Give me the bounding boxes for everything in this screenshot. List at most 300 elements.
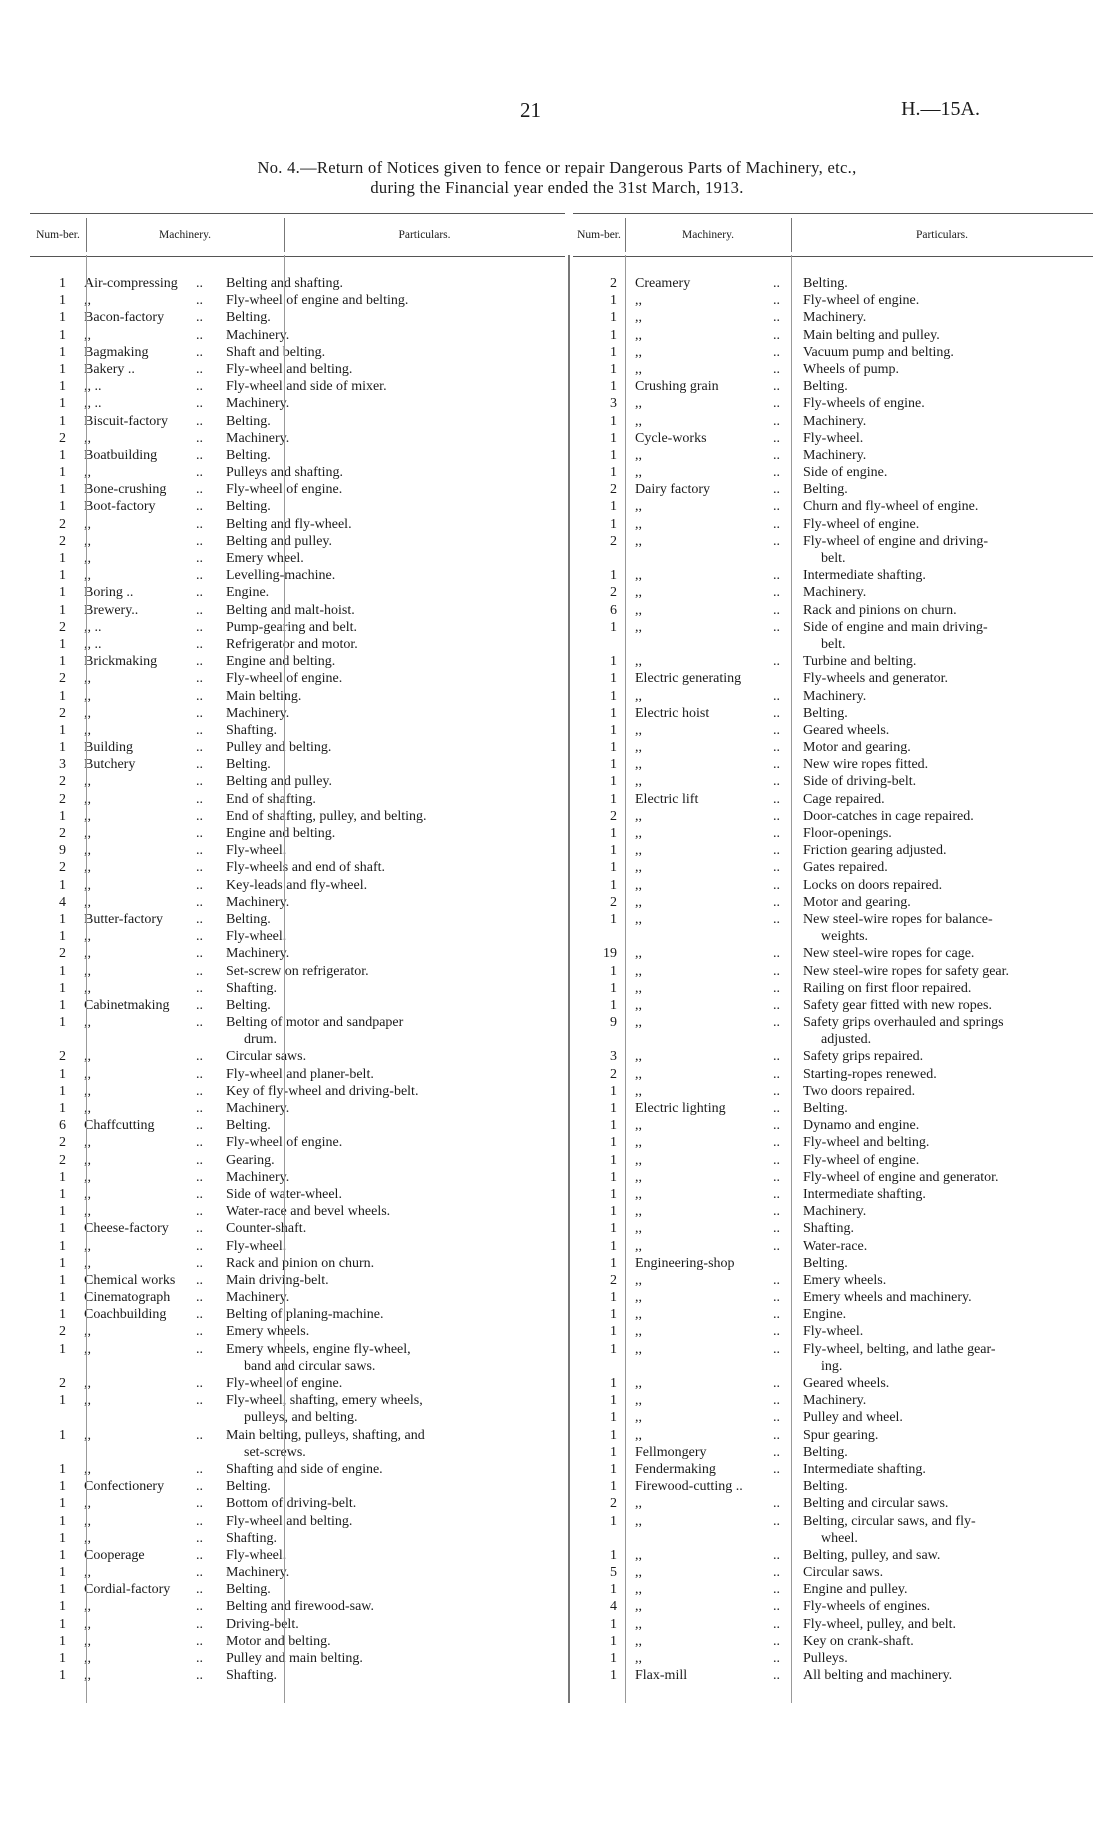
row-number: 1 <box>610 791 617 807</box>
column-header-particulars: Particulars. <box>915 229 969 241</box>
row-particulars: Key-leads and fly-wheel. <box>226 877 368 893</box>
row-leader-dots: .. <box>773 1513 780 1529</box>
table-row <box>30 1238 565 1255</box>
row-leader-dots: .. <box>196 551 203 566</box>
row-number: 1 <box>59 1238 66 1254</box>
row-particulars: Wheels of pump. <box>803 361 900 377</box>
row-leader-dots: .. <box>773 533 780 549</box>
table-row <box>573 1633 1093 1650</box>
row-particulars: Starting-ropes renewed. <box>803 1066 937 1082</box>
table-row <box>573 1616 1093 1633</box>
row-number: 1 <box>610 430 617 446</box>
row-machinery: ,, <box>84 1633 91 1649</box>
row-machinery: ,, <box>635 1272 642 1288</box>
row-particulars: Side of engine. <box>803 465 888 481</box>
row-machinery: ,, <box>635 774 642 790</box>
table-row <box>30 722 565 739</box>
row-particulars: Fly-wheel and belting. <box>226 361 353 377</box>
row-number: 6 <box>59 1118 66 1134</box>
table-row <box>30 980 565 997</box>
row-machinery: ,, <box>635 568 642 584</box>
row-particulars: Pulleys. <box>803 1651 848 1666</box>
row-particulars: Motor and gearing. <box>803 740 911 756</box>
row-particulars: Geared wheels. <box>803 722 890 738</box>
row-machinery: ,, <box>635 1015 642 1031</box>
row-particulars: Machinery. <box>803 413 867 429</box>
row-number: 1 <box>610 1307 617 1323</box>
row-machinery: ,, <box>84 1083 91 1099</box>
table-row <box>573 516 1093 533</box>
row-particulars: Machinery. <box>803 1393 867 1409</box>
row-leader-dots: .. <box>196 533 203 549</box>
row-particulars: Belting. <box>226 997 271 1013</box>
row-leader-dots: .. <box>773 465 780 481</box>
row-machinery: ,, <box>635 808 642 824</box>
row-number: 1 <box>59 1221 66 1237</box>
row-machinery: ,, <box>84 1599 91 1615</box>
row-particulars: Belting. <box>803 705 848 721</box>
row-leader-dots: .. <box>196 1513 203 1529</box>
row-machinery: ,, <box>635 1221 642 1237</box>
row-machinery: ,, <box>84 293 91 309</box>
row-machinery: ,, <box>84 791 91 807</box>
row-particulars: adjusted. <box>821 1032 872 1048</box>
table-row <box>30 1530 565 1547</box>
row-number: 1 <box>59 1547 66 1563</box>
row-number: 1 <box>610 1118 617 1134</box>
row-leader-dots: .. <box>196 911 203 927</box>
table-row <box>30 877 565 894</box>
row-particulars: Cage repaired. <box>803 791 885 807</box>
row-machinery: ,, <box>84 1427 91 1443</box>
table-row <box>573 1530 1093 1547</box>
table-row <box>573 395 1093 412</box>
row-leader-dots: .. <box>773 654 780 670</box>
row-machinery: ,, <box>84 1565 91 1581</box>
row-number: 2 <box>59 1135 66 1151</box>
row-particulars: band and circular saws. <box>244 1358 376 1374</box>
row-number: 3 <box>610 1049 617 1065</box>
table-row <box>30 1547 565 1564</box>
row-particulars: Machinery. <box>226 327 290 343</box>
row-machinery: Dairy factory <box>635 482 711 498</box>
row-particulars: ing. <box>821 1358 843 1374</box>
row-leader-dots: .. <box>773 774 780 790</box>
table-row <box>30 945 565 962</box>
table-row <box>573 1427 1093 1444</box>
row-particulars: Bottom of driving-belt. <box>226 1496 357 1512</box>
row-machinery: ,, <box>635 310 642 326</box>
table-row <box>573 1444 1093 1461</box>
row-machinery: Cycle-works <box>635 430 707 446</box>
row-number: 1 <box>610 1376 617 1391</box>
row-number: 1 <box>610 447 617 463</box>
row-number: 1 <box>59 1582 66 1598</box>
row-particulars: Rack and pinion on churn. <box>226 1255 375 1271</box>
row-number: 1 <box>610 688 617 704</box>
row-leader-dots: .. <box>196 430 203 446</box>
row-number: 1 <box>610 705 617 721</box>
row-leader-dots: .. <box>773 826 780 841</box>
row-leader-dots: .. <box>196 361 203 377</box>
table-row <box>573 1169 1093 1186</box>
row-number: 1 <box>59 1101 66 1116</box>
row-number: 1 <box>59 293 66 309</box>
row-number: 2 <box>59 533 66 549</box>
row-number: 2 <box>610 1496 617 1512</box>
row-leader-dots: .. <box>773 1221 780 1237</box>
row-machinery: ,, <box>84 1101 91 1116</box>
column-header-machinery: Machinery. <box>159 229 211 241</box>
row-number: 1 <box>59 1066 66 1082</box>
row-number: 1 <box>610 1255 617 1271</box>
row-particulars: Belting. <box>226 757 271 773</box>
table-row <box>30 688 565 705</box>
row-leader-dots: .. <box>196 1290 203 1306</box>
table-row <box>573 1667 1093 1684</box>
table-row <box>30 636 565 653</box>
row-leader-dots: .. <box>196 997 203 1013</box>
row-number: 2 <box>610 1272 617 1288</box>
row-number: 1 <box>59 808 66 824</box>
row-leader-dots: .. <box>196 1530 203 1546</box>
row-leader-dots: .. <box>773 894 780 910</box>
row-particulars: All belting and machinery. <box>803 1668 953 1684</box>
row-particulars: Belting. <box>226 447 271 463</box>
row-leader-dots: .. <box>196 1135 203 1151</box>
row-number: 1 <box>610 1083 617 1099</box>
row-leader-dots: .. <box>773 963 780 979</box>
row-number: 2 <box>59 946 66 962</box>
row-leader-dots: .. <box>196 860 203 876</box>
row-machinery: ,, <box>635 1547 642 1563</box>
row-machinery: ,, <box>84 1496 91 1512</box>
table-row <box>30 705 565 722</box>
row-number: 1 <box>610 774 617 790</box>
row-leader-dots: .. <box>196 1341 203 1357</box>
table-row <box>30 791 565 808</box>
row-leader-dots: .. <box>773 310 780 326</box>
row-number: 1 <box>610 1479 617 1495</box>
row-number: 1 <box>610 1393 617 1409</box>
row-machinery: ,, <box>635 465 642 481</box>
table-row <box>573 1409 1093 1426</box>
row-particulars: Pulley and main belting. <box>226 1651 363 1666</box>
row-leader-dots: .. <box>773 1582 780 1598</box>
row-leader-dots: .. <box>196 1427 203 1443</box>
row-particulars: Key on crank-shaft. <box>803 1633 914 1649</box>
row-number: 1 <box>610 379 617 395</box>
row-number: 1 <box>610 1152 617 1168</box>
table-row <box>30 361 565 378</box>
table-row <box>30 1616 565 1633</box>
row-number: 2 <box>59 430 66 446</box>
table-row <box>30 602 565 619</box>
table-row <box>30 1444 565 1461</box>
table-row <box>30 378 565 395</box>
row-leader-dots: .. <box>773 1066 780 1082</box>
row-leader-dots: .. <box>773 361 780 377</box>
table-row <box>30 533 565 550</box>
row-leader-dots: .. <box>773 1496 780 1512</box>
table-row <box>573 1306 1093 1323</box>
row-number: 1 <box>59 722 66 738</box>
row-machinery: ,, <box>635 602 642 618</box>
row-number: 2 <box>610 808 617 824</box>
row-number: 1 <box>59 1616 66 1632</box>
row-leader-dots: .. <box>196 1221 203 1237</box>
row-particulars: Safety gear fitted with new ropes. <box>803 997 992 1013</box>
row-particulars: Safety grips repaired. <box>803 1049 924 1065</box>
row-leader-dots: .. <box>773 877 780 893</box>
row-machinery: ,, <box>635 1616 642 1632</box>
table-row <box>573 413 1093 430</box>
table-row <box>573 430 1093 447</box>
row-particulars: belt. <box>821 551 846 566</box>
row-particulars: weights. <box>821 929 869 945</box>
row-particulars: Belting and firewood-saw. <box>226 1599 374 1615</box>
table-row <box>573 653 1093 670</box>
row-number: 1 <box>610 1169 617 1185</box>
table-row <box>573 894 1093 911</box>
row-machinery: ,, <box>635 757 642 773</box>
table-row <box>30 842 565 859</box>
row-particulars: Fly-wheels of engine. <box>803 396 925 412</box>
row-machinery: Boot-factory <box>84 499 156 515</box>
table-row <box>573 1117 1093 1134</box>
row-particulars: End of shafting. <box>226 791 316 807</box>
table-row <box>30 584 565 601</box>
row-leader-dots: .. <box>196 1101 203 1116</box>
row-particulars: Fly-wheel of engine. <box>226 671 343 687</box>
row-number: 2 <box>610 1066 617 1082</box>
row-machinery: ,, <box>84 430 91 446</box>
table-row <box>30 619 565 636</box>
row-machinery: Confectionery <box>84 1479 165 1495</box>
row-particulars: set-screws. <box>244 1444 306 1460</box>
row-leader-dots: .. <box>196 791 203 807</box>
row-particulars: End of shafting, pulley, and belting. <box>226 808 427 824</box>
row-machinery: ,, <box>635 1513 642 1529</box>
table-row <box>30 1392 565 1409</box>
column-header-number: Num-ber. <box>36 229 80 241</box>
row-machinery: Boring .. <box>84 585 134 601</box>
table-row <box>30 1203 565 1220</box>
row-particulars: Belting. <box>803 1444 848 1460</box>
row-number: 1 <box>610 1668 617 1684</box>
row-leader-dots: .. <box>196 1651 203 1666</box>
row-number: 1 <box>59 447 66 463</box>
table-row <box>573 1495 1093 1512</box>
table-row <box>30 928 565 945</box>
row-machinery: ,, <box>635 860 642 876</box>
row-leader-dots: .. <box>773 327 780 343</box>
row-machinery: Firewood-cutting .. <box>635 1479 743 1495</box>
row-machinery: ,, <box>84 980 91 996</box>
row-number: 1 <box>610 826 617 841</box>
row-particulars: Fly-wheel of engine and belting. <box>226 293 409 309</box>
row-particulars: Fly-wheel of engine. <box>803 293 920 309</box>
row-particulars: Fly-wheel. <box>226 843 287 859</box>
table-row <box>573 481 1093 498</box>
table-row <box>30 464 565 481</box>
row-particulars: Locks on doors repaired. <box>803 877 943 893</box>
table-row <box>30 430 565 447</box>
table-row <box>573 911 1093 928</box>
row-particulars: Belting and fly-wheel. <box>226 516 352 532</box>
row-leader-dots: .. <box>773 1410 780 1426</box>
row-particulars: Main belting. <box>226 688 302 704</box>
row-machinery: ,, <box>635 1651 642 1666</box>
row-machinery: ,, <box>84 327 91 343</box>
row-number: 1 <box>610 1633 617 1649</box>
table-row <box>573 1547 1093 1564</box>
row-number: 1 <box>610 671 617 687</box>
table-row <box>30 670 565 687</box>
row-machinery: ,, <box>84 1135 91 1151</box>
row-leader-dots: .. <box>196 946 203 962</box>
row-machinery: ,, <box>84 963 91 979</box>
row-machinery: ,, <box>84 1616 91 1632</box>
row-particulars: Gearing. <box>226 1152 275 1168</box>
table-row <box>30 1048 565 1065</box>
row-particulars: Intermediate shafting. <box>803 1186 926 1202</box>
row-number: 1 <box>59 1496 66 1512</box>
row-number: 1 <box>610 1290 617 1306</box>
row-particulars: Belting. <box>226 1118 271 1134</box>
row-number: 2 <box>59 671 66 687</box>
table-row <box>573 739 1093 756</box>
row-leader-dots: .. <box>196 654 203 670</box>
row-number: 1 <box>59 1668 66 1684</box>
table-row <box>573 1031 1093 1048</box>
table-row <box>30 516 565 533</box>
row-leader-dots: .. <box>773 447 780 463</box>
row-machinery: ,, <box>84 1015 91 1031</box>
table-row <box>30 756 565 773</box>
row-leader-dots: .. <box>773 413 780 429</box>
row-machinery: ,, .. <box>84 636 102 652</box>
row-number: 2 <box>59 1152 66 1168</box>
row-particulars: Belting and circular saws. <box>803 1496 949 1512</box>
row-number: 1 <box>610 1513 617 1529</box>
row-number: 1 <box>59 1307 66 1323</box>
row-machinery: ,, <box>635 413 642 429</box>
row-machinery: ,, <box>84 688 91 704</box>
row-leader-dots: .. <box>196 671 203 687</box>
row-particulars: Vacuum pump and belting. <box>803 344 954 360</box>
row-machinery: Bagmaking <box>84 344 149 360</box>
row-number: 1 <box>610 361 617 377</box>
row-number: 1 <box>59 877 66 893</box>
row-leader-dots: .. <box>196 1668 203 1684</box>
table-row <box>30 1409 565 1426</box>
row-number: 1 <box>59 1169 66 1185</box>
row-machinery: ,, <box>635 619 642 635</box>
row-particulars: Intermediate shafting. <box>803 568 926 584</box>
row-leader-dots: .. <box>773 619 780 635</box>
row-machinery: ,, <box>635 654 642 670</box>
row-number: 2 <box>59 705 66 721</box>
row-particulars: Engine. <box>803 1307 847 1323</box>
row-machinery: ,, <box>84 1376 91 1391</box>
row-leader-dots: .. <box>196 465 203 481</box>
row-machinery: ,, <box>635 1083 642 1099</box>
table-row <box>573 309 1093 326</box>
row-particulars: Machinery. <box>803 688 867 704</box>
table-row <box>573 688 1093 705</box>
row-leader-dots: .. <box>773 1565 780 1581</box>
row-particulars: Circular saws. <box>226 1049 307 1065</box>
row-machinery: ,, <box>635 1565 642 1581</box>
row-particulars: pulleys, and belting. <box>244 1410 358 1426</box>
table-row <box>573 1014 1093 1031</box>
row-leader-dots: .. <box>196 1272 203 1288</box>
row-particulars: Shafting. <box>226 980 277 996</box>
row-leader-dots: .. <box>196 1307 203 1323</box>
row-number: 19 <box>603 946 617 962</box>
row-number: 1 <box>610 1324 617 1340</box>
row-leader-dots: .. <box>196 310 203 326</box>
row-machinery: ,, <box>84 1255 91 1271</box>
table-row <box>30 292 565 309</box>
row-leader-dots: .. <box>773 396 780 412</box>
table-row <box>573 1289 1093 1306</box>
row-machinery: ,, <box>635 1393 642 1409</box>
row-machinery: ,, <box>635 1341 642 1357</box>
row-number: 1 <box>59 654 66 670</box>
row-particulars: Fly-wheel. <box>226 929 287 945</box>
row-number: 2 <box>610 482 617 498</box>
row-leader-dots: .. <box>196 516 203 532</box>
row-number: 1 <box>59 482 66 498</box>
row-leader-dots: .. <box>196 980 203 996</box>
row-number: 1 <box>59 1015 66 1031</box>
row-number: 1 <box>59 997 66 1013</box>
row-leader-dots: .. <box>196 774 203 790</box>
row-machinery: ,, <box>635 1049 642 1065</box>
table-row <box>573 945 1093 962</box>
row-machinery: Building <box>84 740 134 756</box>
row-leader-dots: .. <box>773 1135 780 1151</box>
row-particulars: Fly-wheel and belting. <box>803 1135 930 1151</box>
row-number: 1 <box>59 1393 66 1409</box>
row-machinery: ,, <box>635 1238 642 1254</box>
table-row <box>30 1152 565 1169</box>
row-leader-dots: .. <box>196 877 203 893</box>
table-row <box>573 928 1093 945</box>
row-leader-dots: .. <box>196 705 203 721</box>
row-leader-dots: .. <box>773 740 780 756</box>
row-number: 1 <box>59 1651 66 1666</box>
table-row <box>30 1633 565 1650</box>
row-machinery: Fellmongery <box>635 1444 707 1460</box>
row-leader-dots: .. <box>773 791 780 807</box>
row-number: 1 <box>610 413 617 429</box>
row-particulars: Belting. <box>803 276 848 291</box>
row-number: 1 <box>59 1290 66 1306</box>
row-machinery: ,, <box>635 877 642 893</box>
row-machinery: ,, <box>635 740 642 756</box>
row-number: 1 <box>610 327 617 343</box>
row-leader-dots: .. <box>773 1307 780 1323</box>
table-row <box>30 1461 565 1478</box>
row-machinery: Cabinetmaking <box>84 997 170 1013</box>
row-machinery: ,, <box>635 1496 642 1512</box>
table-divider <box>568 255 570 1703</box>
table-row <box>30 309 565 326</box>
row-leader-dots: .. <box>196 1565 203 1581</box>
